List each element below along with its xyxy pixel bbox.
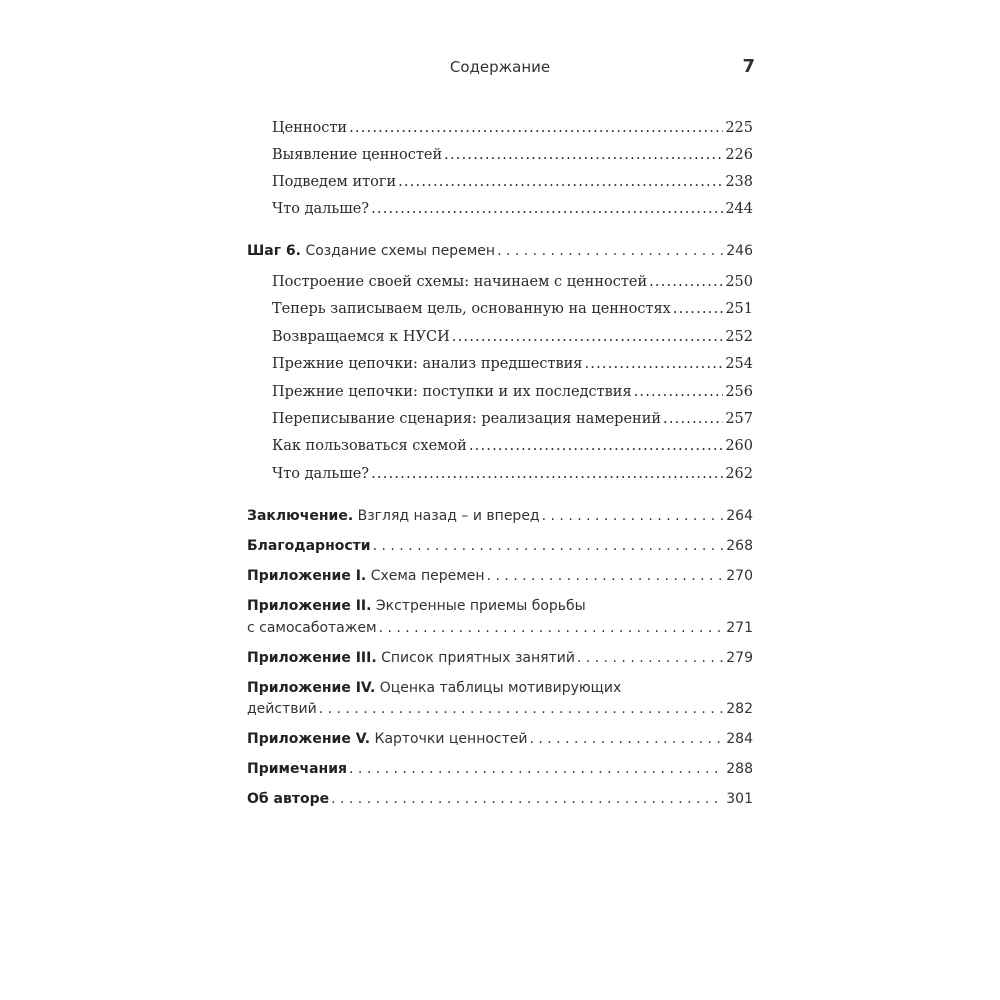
toc-entry-subtitle: Карточки ценностей [374, 731, 528, 747]
toc-entry-bold: Заключение. [247, 508, 354, 524]
toc-entry-subtitle: Список приятных занятий [381, 650, 575, 666]
toc-entry-title [247, 680, 621, 696]
leader-dots [379, 620, 725, 636]
toc-entry-page: 252 [725, 329, 753, 345]
leader-dots [663, 411, 723, 427]
leader-dots [371, 201, 723, 217]
toc-entry-page: 254 [725, 356, 753, 372]
toc-entry-bold: Об авторе [247, 791, 330, 807]
leader-dots [634, 384, 724, 400]
toc-entry-title: Подведем итоги [272, 174, 397, 190]
header-title: Содержание [449, 58, 551, 76]
toc-entry-bold: Приложение II. [247, 598, 372, 614]
toc-entry-title [247, 568, 485, 584]
toc-entry-subtitle: Экстренные приемы борьбы [375, 598, 586, 614]
toc-entry-page: 225 [725, 120, 753, 136]
toc-entry-page: 250 [725, 274, 753, 290]
toc-entry[interactable] [272, 384, 753, 400]
toc-entry[interactable] [272, 411, 753, 427]
toc-entry-page: 279 [726, 650, 753, 666]
toc-entry-page: 257 [725, 411, 753, 427]
toc-chapter[interactable] [247, 568, 753, 584]
leader-dots [452, 329, 724, 345]
toc-entry-page: 244 [725, 201, 753, 217]
toc-entry-subtitle: Взгляд назад – и вперед [357, 508, 540, 524]
toc-entry-page: 270 [726, 568, 753, 584]
leader-dots [444, 147, 723, 163]
leader-dots [331, 791, 724, 807]
toc-chapter[interactable] [247, 650, 753, 666]
toc-entry-page: 256 [725, 384, 753, 400]
toc-entry-title: Переписывание сценария: реализация намерений [272, 411, 662, 427]
leader-dots [349, 120, 723, 136]
leader-dots [319, 701, 725, 717]
toc-entry-subtitle-line2: с самосаботажем [247, 620, 377, 636]
toc-entry[interactable] [272, 120, 753, 136]
leader-dots [529, 731, 724, 747]
toc-entry-subtitle: Оценка таблицы мотивирующих [379, 680, 622, 696]
toc-entry-title: Прежние цепочки: поступки и их последствия [272, 384, 632, 400]
leader-dots [649, 274, 723, 290]
leader-dots [373, 538, 725, 554]
toc-entry-title [247, 731, 527, 747]
toc-entry-page: 288 [726, 761, 753, 777]
toc-entry-title [247, 243, 495, 259]
toc-entry-page: 238 [725, 174, 753, 190]
toc-entry-page: 284 [726, 731, 753, 747]
toc-entry-title: Теперь записываем цель, основанную на ценностях [272, 301, 671, 317]
toc-entry-bold: Приложение V. [247, 731, 371, 747]
toc-entry[interactable] [272, 301, 753, 317]
toc-entry-page: 226 [725, 147, 753, 163]
toc-entry[interactable] [272, 201, 753, 217]
toc-entry-title: Выявление ценностей [272, 147, 443, 163]
toc-entry-page: 264 [726, 508, 753, 524]
leader-dots [487, 568, 725, 584]
leader-dots [469, 438, 723, 454]
toc-entry[interactable] [272, 438, 753, 454]
toc-entry[interactable] [272, 147, 753, 163]
page-number: 7 [742, 56, 755, 77]
toc-entry-page: 246 [726, 243, 753, 259]
toc-entry-title: Ценности [272, 120, 348, 136]
toc-chapter[interactable] [247, 791, 753, 807]
leader-dots [542, 508, 725, 524]
leader-dots [577, 650, 724, 666]
toc-entry-title: Что дальше? [272, 466, 370, 482]
toc-entry-title: Что дальше? [272, 201, 370, 217]
toc-entry-subtitle: Создание схемы перемен [305, 243, 496, 259]
toc-entry-page: 251 [725, 301, 753, 317]
toc-entry-continuation [247, 701, 753, 717]
toc-entry-title [247, 508, 540, 524]
toc-entry-page: 262 [725, 466, 753, 482]
toc-chapter[interactable] [247, 761, 753, 777]
toc-chapter[interactable] [247, 731, 753, 747]
leader-dots [673, 301, 723, 317]
toc-entry-page: 282 [726, 701, 753, 717]
toc-entry-bold: Шаг 6. [247, 243, 301, 259]
toc-entry-subtitle: Схема перемен [370, 568, 485, 584]
leader-dots [584, 356, 723, 372]
toc-entry[interactable] [272, 329, 753, 345]
toc-entry-title: Построение своей схемы: начинаем с ценностей [272, 274, 648, 290]
toc-entry-bold: Благодарности [247, 538, 371, 554]
leader-dots [371, 466, 723, 482]
toc-entry[interactable] [272, 356, 753, 372]
toc-entry-title [247, 598, 586, 614]
leader-dots [349, 761, 724, 777]
leader-dots [398, 174, 723, 190]
toc-entry-title: Прежние цепочки: анализ предшествия [272, 356, 583, 372]
toc-entry[interactable] [272, 466, 753, 482]
toc-entry-title: Как пользоваться схемой [272, 438, 467, 454]
toc-chapter[interactable] [247, 508, 753, 524]
toc-entry-bold: Примечания [247, 761, 348, 777]
leader-dots [497, 243, 724, 259]
toc-entry-bold: Приложение I. [247, 568, 367, 584]
toc-chapter-step6[interactable] [247, 243, 753, 259]
toc-entry-subtitle-line2: действий [247, 701, 317, 717]
toc-entry-title [247, 761, 347, 777]
toc-entry[interactable] [272, 274, 753, 290]
toc-entry-page: 260 [725, 438, 753, 454]
toc-entry-page: 301 [726, 791, 753, 807]
toc-entry-title [247, 650, 575, 666]
toc-entry-page: 268 [726, 538, 753, 554]
toc-entry-title [247, 791, 329, 807]
toc-entry-title [247, 538, 371, 554]
toc-chapter[interactable] [247, 538, 753, 554]
toc-entry-page: 271 [726, 620, 753, 636]
toc-entry-bold: Приложение IV. [247, 680, 376, 696]
toc-entry-continuation [247, 620, 753, 636]
toc-entry-title: Возвращаемся к НУСИ [272, 329, 450, 345]
toc-entry[interactable] [272, 174, 753, 190]
toc-entry-bold: Приложение III. [247, 650, 377, 666]
